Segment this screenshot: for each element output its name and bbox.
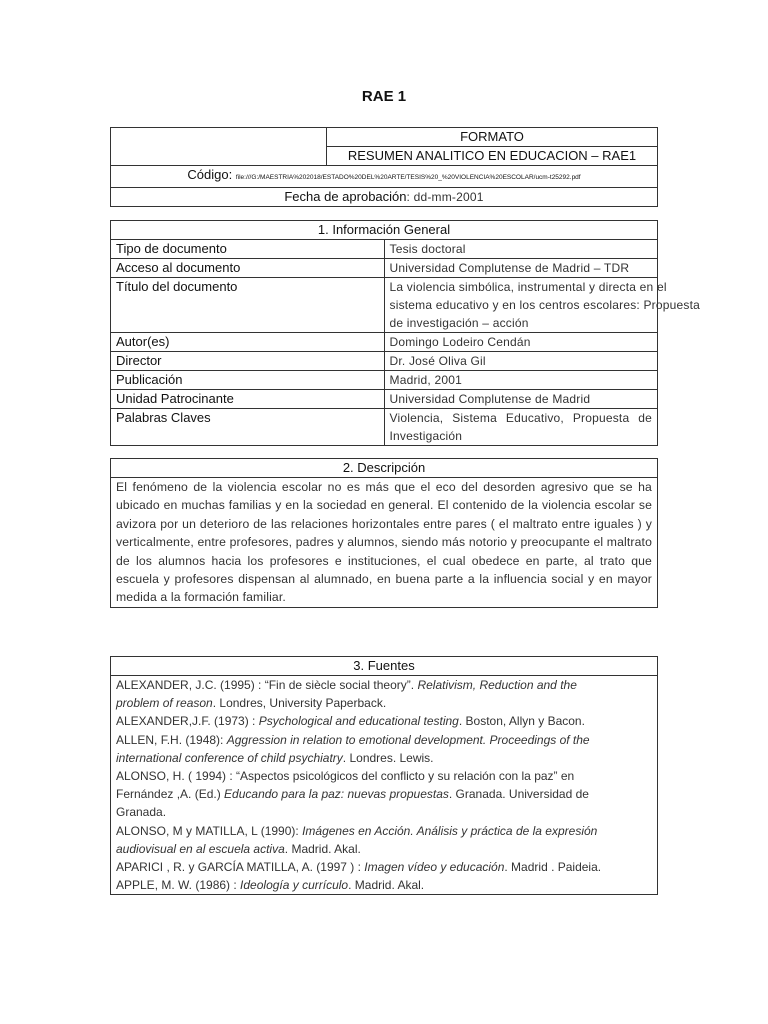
- format-subtitle: RESUMEN ANALITICO EN EDUCACION – RAE1: [327, 147, 658, 166]
- fecha-value: : dd-mm-2001: [406, 190, 484, 204]
- list-item: [116, 858, 617, 876]
- ref-text: ALEXANDER,J.F. (1973) :: [116, 714, 259, 729]
- codigo-value: file:///G:/MAESTRIA%202018/ESTADO%20DEL%20ARTE/TESIS%20_%20VIOLENCIA%20ESCOLAR/ucm-t25292.pdf: [235, 174, 581, 181]
- row-value: Domingo Lodeiro Cendán: [384, 333, 658, 352]
- table-row: [111, 409, 658, 446]
- codigo-label: Código:: [187, 167, 233, 182]
- table-row: [111, 278, 658, 333]
- row-label: Tipo de documento: [111, 240, 385, 259]
- row-value: Universidad Complutense de Madrid: [384, 390, 658, 409]
- title-line: de investigación – acción: [389, 316, 529, 330]
- ref-title: Imágenes en Acción. Análisis y práctica de la expresión audiovisual en al escuela activa: [116, 823, 598, 856]
- ref-text: . Madrid. Akal.: [348, 878, 425, 893]
- ref-text: . Madrid. Akal.: [284, 841, 361, 856]
- row-value: Universidad Complutense de Madrid – TDR: [384, 259, 658, 278]
- description-text: El fenómeno de la violencia escolar no es más que el eco del desorden agresivo que se ha ubicado en muchas familias y en la sociedad en general. El contenido de la violencia escolar se avizora por un deterioro de las relaciones horizontales entre pares ( el maltrato entre iguales ) y verticalmente, entre profesores, padres y alumnos, siendo más notorio y preocupante el maltrato de los alumnos hacia los profesores e instituciones, el cual obedece en parte, al trato que escuela y profesores dispensan al alumnado, en buena parte a la influencia social y en mayor medida a la formación familiar.: [111, 478, 658, 608]
- table-row: [111, 259, 658, 278]
- row-label: Autor(es): [111, 333, 385, 352]
- ref-text: . Madrid . Paideia.: [504, 860, 602, 875]
- row-value: Dr. José Oliva Gil: [384, 352, 658, 371]
- description-heading: 2. Descripción: [111, 459, 658, 478]
- row-value: [384, 278, 700, 333]
- fecha-row: [111, 188, 658, 207]
- format-title: FORMATO: [327, 128, 658, 147]
- fecha-label: Fecha de aprobación: [284, 189, 407, 204]
- description-table: [110, 458, 658, 608]
- row-value: Madrid, 2001: [384, 371, 658, 390]
- sources-heading: 3. Fuentes: [111, 657, 658, 676]
- ref-text: ALONSO, M y MATILLA, L (1990):: [116, 823, 303, 838]
- general-info-heading: 1. Información General: [111, 221, 658, 240]
- row-value: Tesis doctoral: [384, 240, 658, 259]
- ref-text: . Granada. Universidad de Granada.: [116, 787, 589, 820]
- row-value: [384, 409, 658, 446]
- ref-text: ALEXANDER, J.C. (1995) : “Fin de siècle social theory”.: [116, 678, 418, 692]
- list-item: [116, 676, 617, 712]
- ref-title: Imagen vídeo y educación: [364, 860, 505, 875]
- list-item: [116, 731, 617, 767]
- row-label: Palabras Claves: [111, 409, 385, 446]
- row-label: Director: [111, 352, 385, 371]
- codigo-row: [111, 166, 658, 188]
- ref-title: Educando para la paz: nuevas propuestas: [224, 787, 449, 802]
- ref-title: Ideología y currículo: [240, 878, 349, 893]
- ref-title: Psychological and educational testing: [258, 714, 459, 729]
- document-title: RAE 1: [361, 88, 407, 105]
- table-row: [111, 352, 658, 371]
- table-row: [111, 240, 658, 259]
- ref-text: . Londres, University Paperback.: [212, 696, 387, 711]
- list-item: [116, 876, 617, 894]
- row-label: Publicación: [111, 371, 385, 390]
- logo-cell: [111, 128, 327, 166]
- ref-title: Relativism, Reduction and the problem of reason: [116, 678, 577, 711]
- table-row: [111, 390, 658, 409]
- list-item: [116, 822, 617, 858]
- title-line: sistema educativo y en los centros escolares: Propuesta: [389, 298, 700, 312]
- ref-title: Aggression in relation to emotional development. Proceedings of the international conference of child psychiatry: [116, 732, 590, 765]
- list-item: [116, 712, 617, 730]
- row-label: Título del documento: [111, 278, 385, 333]
- ref-text: APPLE, M. W. (1986) :: [116, 878, 241, 893]
- row-label: Unidad Patrocinante: [111, 390, 385, 409]
- format-header-table: [110, 127, 658, 207]
- row-label: Acceso al documento: [111, 259, 385, 278]
- title-line: La violencia simbólica, instrumental y directa en el: [389, 280, 667, 294]
- list-item: [116, 767, 617, 822]
- sources-table: [110, 656, 658, 895]
- ref-text: ALONSO, H. ( 1994) : “Aspectos psicológicos del conflicto y su relación con la paz” en Fernández ,A. (Ed.): [116, 769, 575, 802]
- ref-text: ALLEN, F.H. (1948):: [116, 732, 227, 747]
- keywords-line: Violencia, Sistema Educativo, Propuesta de: [389, 411, 652, 425]
- ref-text: . Boston, Allyn y Bacon.: [458, 714, 585, 729]
- keywords-line: Investigación: [389, 429, 463, 443]
- general-info-table: [110, 220, 700, 446]
- ref-text: APARICI , R. y GARCÍA MATILLA, A. (1997 ) :: [116, 860, 365, 875]
- ref-text: . Londres. Lewis.: [342, 750, 434, 765]
- table-row: [111, 333, 658, 352]
- table-row: [111, 371, 658, 390]
- sources-list: [111, 676, 658, 895]
